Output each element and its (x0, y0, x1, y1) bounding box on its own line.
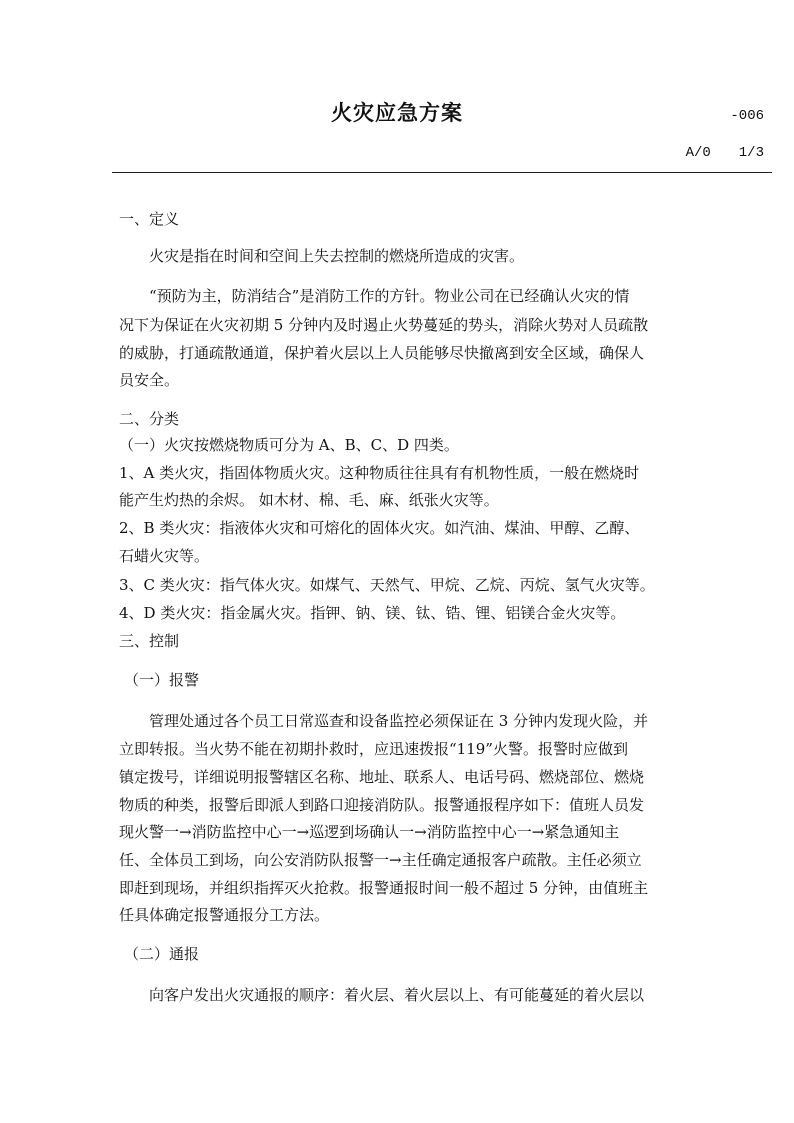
paragraph-line: 员安全。 (119, 371, 180, 389)
header-divider (112, 172, 772, 173)
section-heading-definition: 一、定义 (119, 210, 180, 228)
paragraph-line: 1、A 类火灾，指固体物质火灾。这种物质往往具有有机物性质，一般在燃烧时 (119, 464, 640, 482)
paragraph-line: 的威胁，打通疏散通道，保护着火层以上人员能够尽快撤离到安全区域，确保人 (119, 344, 645, 362)
paragraph-line: 任具体确定报警通报分工方法。 (119, 906, 330, 924)
paragraph-line: 镇定拨号，详细说明报警辖区名称、地址、联系人、电话号码、燃烧部位、燃烧 (119, 768, 645, 786)
document-code: -006 (730, 108, 764, 124)
paragraph-line: “预防为主，防消结合”是消防工作的方针。物业公司在已经确认火灾的情 (149, 287, 630, 305)
paragraph-line: 能产生灼热的余烬。 如木材、棉、毛、麻、纸张火灾等。 (119, 491, 499, 509)
paragraph-line: 火灾是指在时间和空间上失去控制的燃烧所造成的灾害。 (149, 247, 525, 265)
document-title: 火灾应急方案 (331, 100, 463, 125)
paragraph-line: 现火警一→消防监控中心一→巡逻到场确认一→消防监控中心一→紧急通知主 (119, 823, 620, 841)
paragraph-line: 石蜡火灾等。 (119, 547, 210, 565)
paragraph-line: 2、B 类火灾：指液体火灾和可熔化的固体火灾。如汽油、煤油、甲醇、乙醇、 (119, 519, 640, 537)
revision-number: A/0 (685, 145, 711, 161)
paragraph-line: （一）火灾按燃烧物质可分为 A、B、C、D 四类。 (119, 436, 459, 454)
paragraph-line: 立即转报。当火势不能在初期扑救时，应迅速拨报“119”火警。报警时应做到 (119, 740, 628, 758)
paragraph-line: 4、D 类火灾：指金属火灾。指钾、钠、镁、钛、锆、锂、铝镁合金火灾等。 (119, 604, 626, 622)
paragraph-line: 任、全体员工到场，向公安消防队报警一→主任确定通报客户疏散。主任必须立 (119, 851, 642, 869)
subsection-heading-notification: （二）通报 (124, 945, 200, 963)
subsection-heading-alarm: （一）报警 (124, 671, 200, 689)
paragraph-line: 管理处通过各个员工日常巡查和设备监控必须保证在 3 分钟内发现火险，并 (149, 712, 649, 730)
paragraph-line: 向客户发出火灾通报的顺序：着火层、着火层以上、有可能蔓延的着火层以 (149, 986, 645, 1004)
revision-info (686, 145, 764, 161)
section-heading-classification: 二、分类 (119, 410, 180, 428)
section-heading-control: 三、控制 (119, 632, 180, 650)
page-number: 1/3 (738, 145, 764, 161)
paragraph-line: 即赶到现场，并组织指挥灭火抢救。报警通报时间一般不超过 5 分钟，由值班主 (119, 879, 649, 897)
paragraph-line: 物质的种类，报警后即派人到路口迎接消防队。报警通报程序如下：值班人员发 (119, 796, 645, 814)
paragraph-line: 3、C 类火灾：指气体火灾。如煤气、天然气、甲烷、乙烷、丙烷、氢气火灾等。 (119, 576, 655, 594)
paragraph-line: 况下为保证在火灾初期 5 分钟内及时遏止火势蔓延的势头，消除火势对人员疏散 (119, 316, 649, 334)
